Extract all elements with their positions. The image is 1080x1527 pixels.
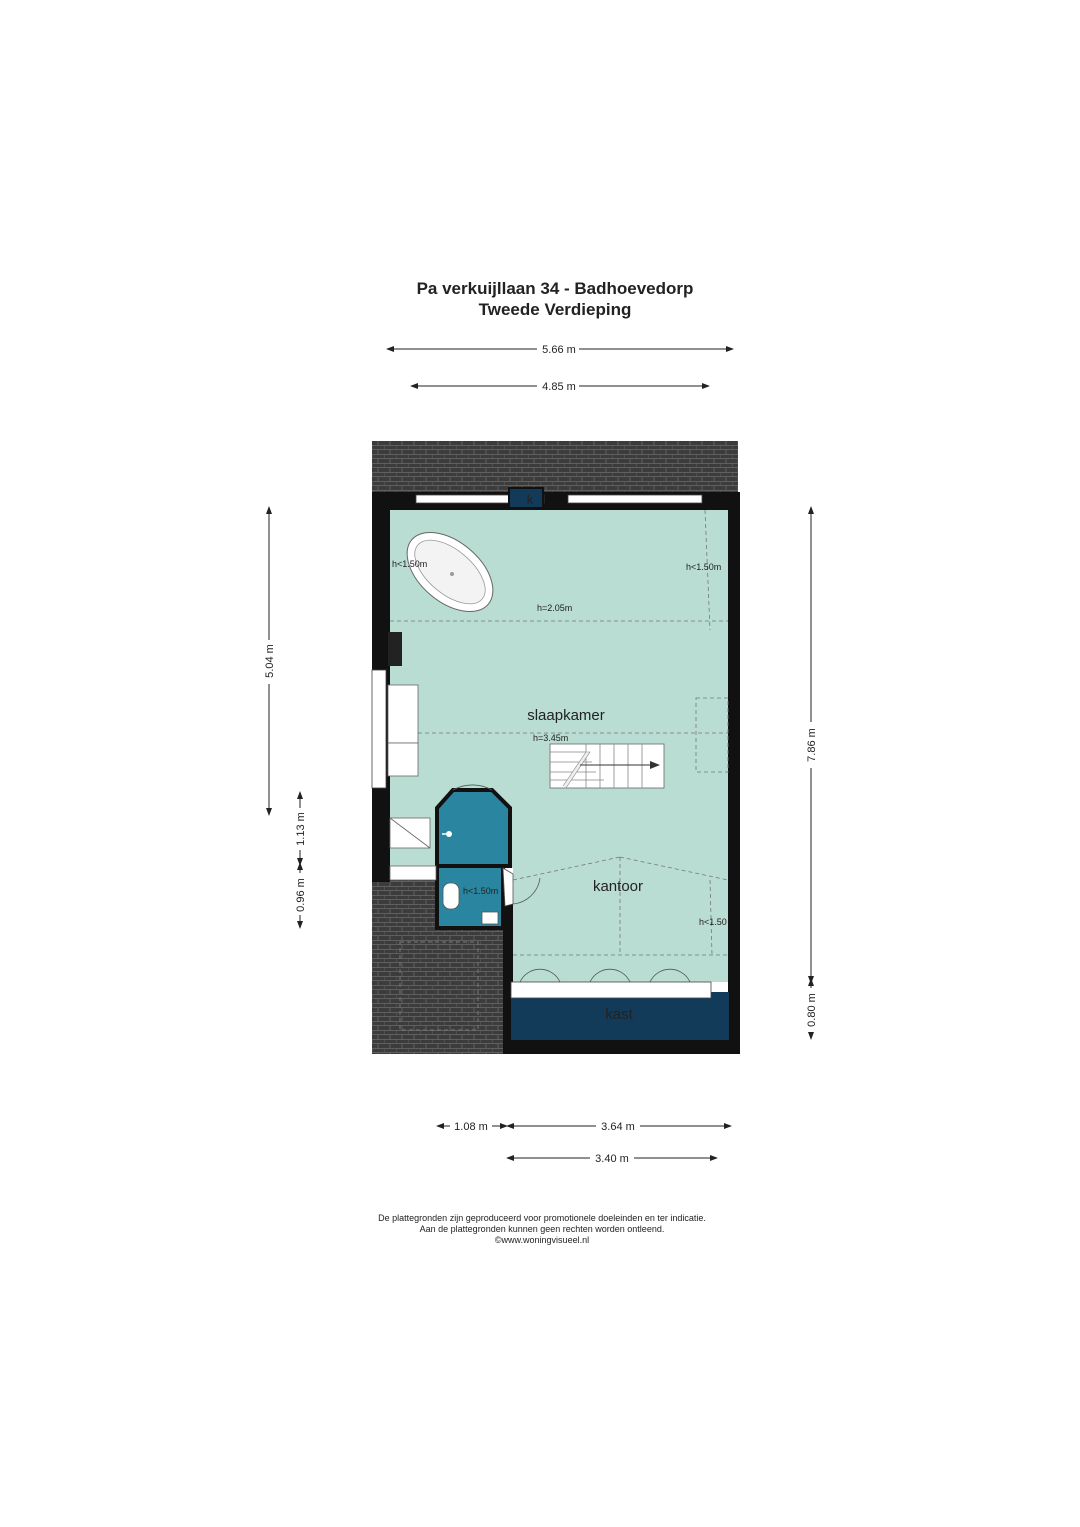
label-kantoor: kantoor (592, 878, 644, 895)
left-window (372, 670, 386, 788)
height-top-left: h<1.50m (392, 559, 428, 569)
dim-right-main: 7.86 m (806, 728, 818, 762)
dim-bottom-left: 1.08 m (454, 1121, 488, 1133)
shower-cabin (437, 790, 510, 866)
dim-top-outer: 5.66 m (542, 344, 576, 356)
label-kast: kast (605, 1006, 633, 1023)
plan-title: Pa verkuijllaan 34 - Badhoevedorp (416, 279, 694, 298)
chimney-block (388, 632, 402, 666)
height-toilet: h<1.50m (463, 886, 499, 896)
height-top-right: h<1.50m (686, 562, 722, 572)
disclaimer-line-2: Aan de plattegronden kunnen geen rechten worden ontleend. (419, 1224, 665, 1234)
height-mid: h=2.05m (537, 603, 573, 613)
dim-bottom-right: 3.64 m (601, 1121, 635, 1133)
label-slaapkamer: slaapkamer (527, 707, 605, 724)
dim-left-small-b: 0.96 m (295, 878, 307, 912)
plan-subtitle: Tweede Verdieping (478, 300, 632, 319)
height-center: h=3.45m (533, 733, 569, 743)
label-k: k (526, 492, 534, 507)
height-kantoor-right: h<1.50 (699, 917, 727, 927)
staircase[interactable] (550, 744, 664, 788)
dim-left-main: 5.04 m (264, 644, 276, 678)
disclaimer-line-1: De plattegronden zijn geproduceerd voor promotionele doeleinden en ter indicatie. (378, 1213, 706, 1223)
side-cabinet (388, 685, 418, 776)
dim-bottom-inner: 3.40 m (595, 1153, 629, 1165)
dim-right-small: 0.80 m (806, 993, 818, 1027)
copyright-line: ©www.woningvisueel.nl (494, 1235, 590, 1245)
dim-top-inner: 4.85 m (542, 381, 576, 393)
dim-left-small-a: 1.13 m (295, 812, 307, 846)
